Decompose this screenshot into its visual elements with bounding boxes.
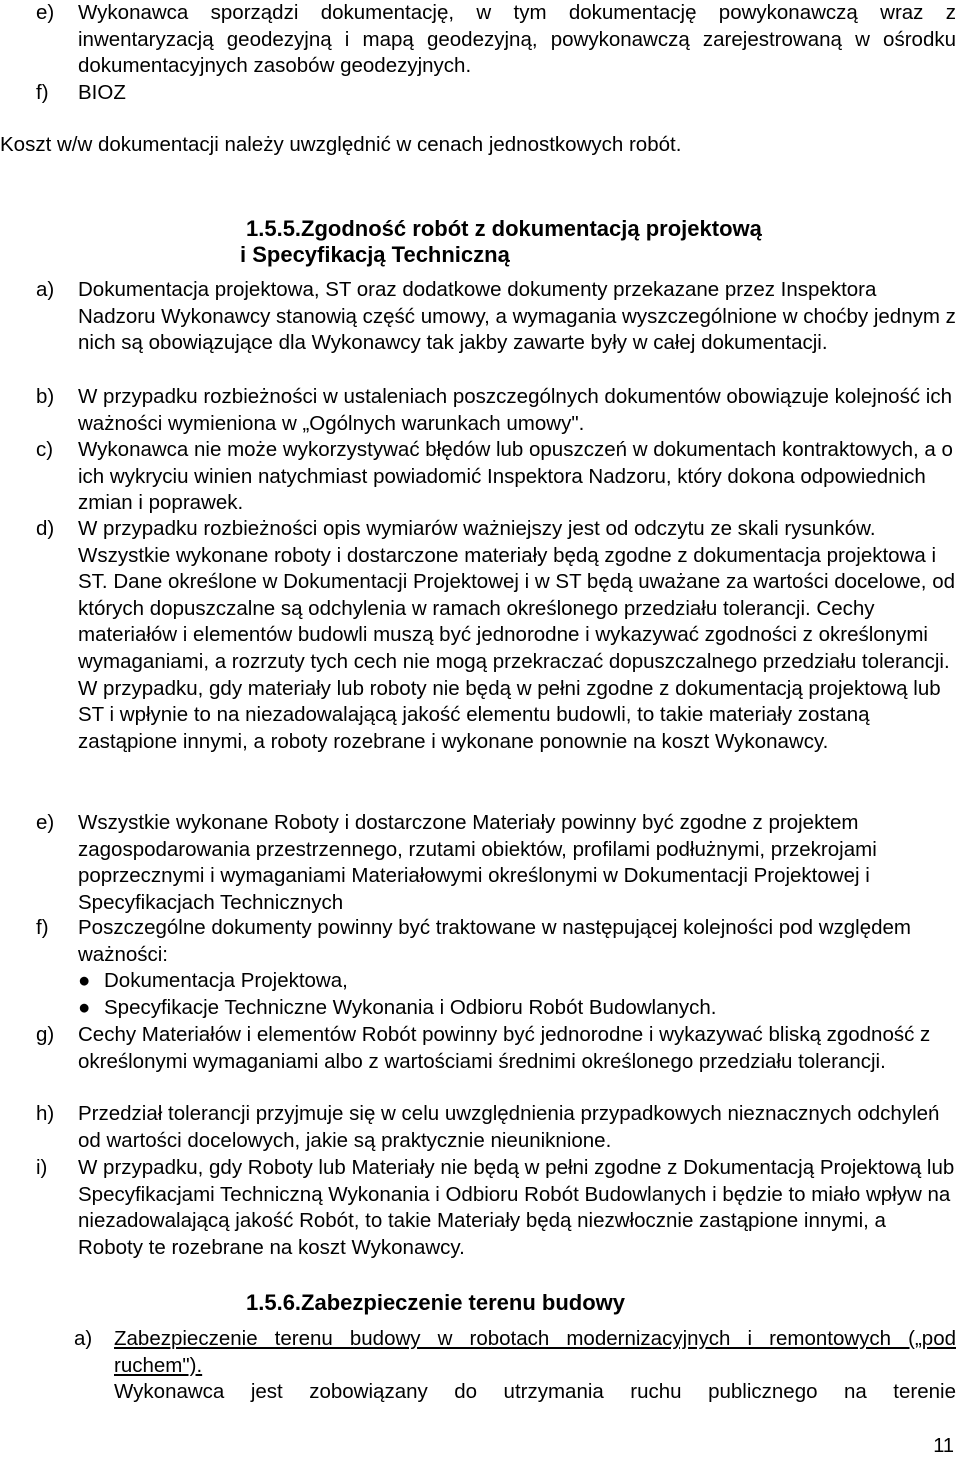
list-item-e-top: [0, 0, 960, 80]
list-item-text: BIOZ: [78, 81, 126, 104]
bullet-item: [78, 995, 956, 1022]
bullet-text: Dokumentacja Projektowa,: [104, 969, 348, 993]
bullet-text: Specyfikacje Techniczne Wykonania i Odbioru Robót Budowlanych.: [104, 995, 717, 1019]
list-marker: f): [36, 81, 49, 104]
list-item-text: W przypadku, gdy Roboty lub Materiały nie będą w pełni zgodne z Dokumentacją Projektową lub Specyfikacjami Techniczną Wykonania i Odbioru Robót Budowlanych i będzie to miało wpływ na niezadowalającą jakość Robót, to takie Materiały będą niezwłocznie zastąpione innymi, a Roboty te rozebrane na koszt Wykonawcy.: [78, 1156, 955, 1259]
list-item-g: [0, 1022, 960, 1075]
bullet-icon: ●: [78, 995, 91, 1019]
list-marker: b): [36, 385, 55, 408]
list-marker: a): [36, 278, 55, 301]
list-marker: c): [36, 438, 54, 461]
bullet-icon: ●: [78, 969, 91, 993]
list-item-a: [0, 277, 960, 357]
list-marker: i): [36, 1156, 48, 1179]
list-marker: d): [36, 517, 55, 540]
section-heading-155-line1: 1.5.5.Zgodność robót z dokumentacją projektową: [246, 216, 762, 241]
list-item-text: Wykonawca nie może wykorzystywać błędów lub opuszczeń w dokumentach kontraktowych, a o ich wykryciu winien natychmiast powiadomić Inspektora Nadzoru, który dokona odpowiednich zmian i poprawek.: [78, 438, 953, 515]
list-marker: e): [36, 811, 55, 834]
list-item-text: W przypadku rozbieżności opis wymiarów ważniejszy jest od odczytu ze skali rysunków. Wszystkie wykonane roboty i dostarczone materiały będą zgodne z dokumentacja projektowa i ST. Dane określone w Dokumentacji Projektowej i w ST będą uważane za wartości docelowe, od których dopuszczalne są odchylenia w ramach określonego przedziału tolerancji. Cechy materiałów i elementów budowli muszą być jednorodne i wykazywać zgodności z określonymi wymaganiami, a rozrzuty tych cech nie mogą przekraczać dopuszczalnego przedziału tolerancji. W przypadku, gdy materiały lub roboty nie będą w pełni zgodne z dokumentacją projektową lub ST i wpłynie to na niezadowalającą jakość elementu budowli, to takie materiały zostaną zastąpione innymi, a roboty rozebrane i wykonane ponownie na koszt Wykonawcy.: [78, 517, 956, 753]
list-item-f: [0, 915, 960, 1021]
list-item-f-top: [0, 80, 960, 107]
list-marker: f): [36, 916, 49, 939]
page-number: 11: [933, 1435, 954, 1457]
section-heading-156: 1.5.6.Zabezpieczenie terenu budowy: [246, 1290, 625, 1315]
list-marker: a): [74, 1327, 93, 1350]
list-item-e: [0, 810, 960, 916]
list-item-d: [0, 516, 960, 755]
underlined-subheading: Zabezpieczenie terenu budowy w robotach modernizacyjnych i remontowych („pod ruchem").: [114, 1327, 956, 1377]
list-marker: h): [36, 1102, 55, 1125]
list-item-i: [0, 1155, 960, 1261]
list-item-text: Wszystkie wykonane Roboty i dostarczone Materiały powinny być zgodne z projektem zagospodarowania przestrzennego, rzutami obiektów, profilami podłużnymi, przekrojami poprzecznymi i wymaganiami Materiałowymi określonymi w Dokumentacji Projektowej i Specyfikacjach Technicznych: [78, 811, 877, 914]
list-item-text: W przypadku rozbieżności w ustaleniach poszczególnych dokumentów obowiązuje kolejność ich ważności wymieniona w „Ogólnych warunkach umowy".: [78, 385, 952, 435]
list-item-text: Dokumentacja projektowa, ST oraz dodatkowe dokumenty przekazane przez Inspektora Nadzoru Wykonawcy stanowią część umowy, a wymagania wyszczególnione w choćby jednym z nich są obowiązujące dla Wykonawcy tak jakby zawarte były w całej dokumentacji.: [78, 278, 956, 355]
list-item-text: Wykonawca jest zobowiązany do utrzymania ruchu publicznego na terenie: [114, 1380, 956, 1404]
list-item-text: Przedział tolerancji przyjmuje się w celu uwzględnienia przypadkowych nieznacznych odchyleń od wartości docelowych, jakie są praktycznie nieuniknione.: [78, 1102, 940, 1152]
list-item-c: [0, 437, 960, 517]
list-item-a-156: [0, 1326, 960, 1406]
section-heading-155-line2: i Specyfikacją Techniczną: [240, 242, 510, 267]
list-item-text: Wykonawca sporządzi dokumentację, w tym dokumentację powykonawczą wraz z inwentaryzacją geodezyjną i mapą geodezyjną, powykonawczą zarejestrowaną w ośrodku dokumentacyjnych zasobów geodezyjnych.: [78, 1, 956, 78]
cost-note: Koszt w/w dokumentacji należy uwzględnić w cenach jednostkowych robót.: [0, 133, 682, 156]
list-marker: g): [36, 1023, 55, 1046]
bullet-item: [78, 968, 956, 995]
list-marker: e): [36, 1, 55, 24]
list-item-text: Cechy Materiałów i elementów Robót powinny być jednorodne i wykazywać bliską zgodność z określonymi wymaganiami albo z wartościami średnimi określonego przedziału tolerancji.: [78, 1023, 931, 1073]
list-item-h: [0, 1101, 960, 1154]
list-item-b: [0, 384, 960, 437]
list-item-text: Poszczególne dokumenty powinny być traktowane w następującej kolejności pod względem ważności:: [78, 916, 911, 966]
